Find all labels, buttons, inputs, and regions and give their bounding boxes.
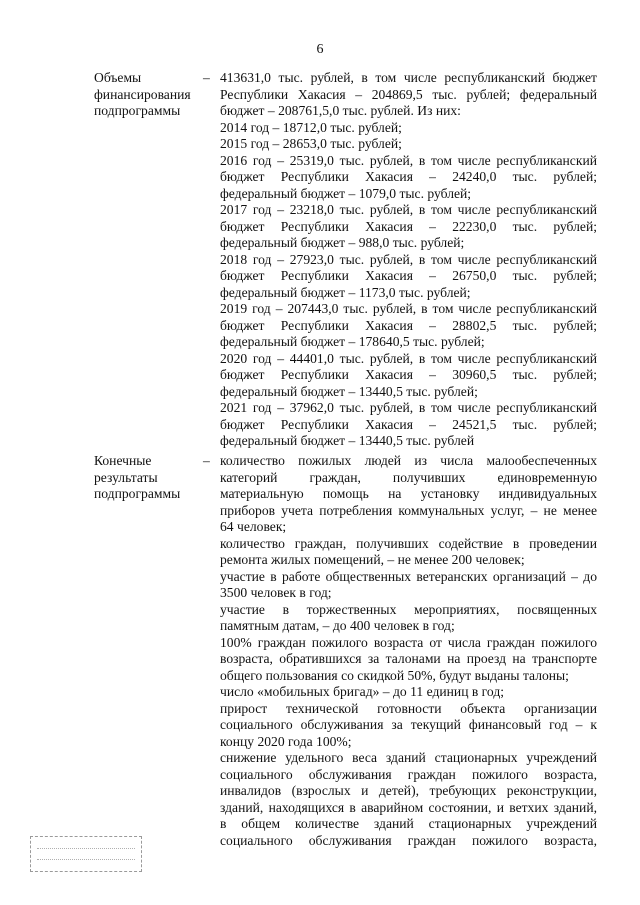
text-line: возраста, обратившихся за талонами на проезд на транспорте [220, 651, 597, 666]
text-line: федеральный бюджет – 988,0 тыс. рублей; [220, 235, 465, 250]
text-line: Республики Хакасия – 204869,5 тыс. рублей; федеральный [220, 86, 597, 102]
text-line: федеральный бюджет – 13440,5 тыс. рублей [220, 433, 475, 448]
text-line: 2020 год – 44401,0 тыс. рублей, в том числе республиканский [220, 350, 597, 366]
text-line: бюджет – 208761,5,0 тыс. рублей. Из них: [220, 103, 461, 118]
text-line: количество граждан, получивших содействие в проведении [220, 535, 597, 551]
dash-separator: – [203, 70, 210, 85]
text-line: в общем количестве зданий стационарных учреждений [220, 816, 597, 831]
text-line: концу 2020 года 100%; [220, 733, 352, 749]
text-line: федеральный бюджет – 1173,0 тыс. рублей; [220, 284, 471, 300]
text-line: памятным датам, – до 400 человек в год; [220, 618, 455, 633]
text-line: прирост технической готовности объекта организации [220, 700, 597, 716]
text-line: 64 человек; [220, 519, 287, 534]
text-line: 100% граждан пожилого возраста от числа граждан пожилого [220, 634, 597, 650]
text-line: 2018 год – 27923,0 тыс. рублей, в том числе республиканский [220, 251, 597, 267]
text-line: 2014 год – 18712,0 тыс. рублей; [220, 119, 402, 135]
text-line: зданий, находящихся в аварийном состоянии, и ветхих зданий, [220, 799, 597, 815]
text-line: материальную помощь на установку индивидуальных [220, 486, 597, 501]
text-line: 2019 год – 207443,0 тыс. рублей, в том числе республиканский [220, 301, 597, 316]
text-line: социального обслуживания граждан пожилого возраста, [220, 832, 597, 848]
text-line: бюджет Республики Хакасия – 22230,0 тыс. рублей; [220, 218, 597, 234]
label-line: подпрограммы [94, 103, 181, 118]
text-line: 2016 год – 25319,0 тыс. рублей, в том числе республиканский [220, 152, 597, 168]
text-line: 2021 год – 37962,0 тыс. рублей, в том числе республиканский [220, 400, 597, 415]
text-line: приборов учета потребления коммунальных услуг, – не менее [220, 502, 597, 518]
text-line: бюджет Республики Хакасия – 24521,5 тыс. рублей; [220, 416, 597, 432]
text-line: снижение удельного веса зданий стационарных учреждений [220, 750, 597, 765]
label-line: Конечные [94, 453, 152, 468]
text-line: федеральный бюджет – 1079,0 тыс. рублей; [220, 185, 472, 201]
text-line: бюджет Республики Хакасия – 24240,0 тыс. рублей; [220, 169, 597, 184]
text-line: участие в торжественных мероприятиях, посвященных [220, 601, 597, 617]
text-line: бюджет Республики Хакасия – 28802,5 тыс. рублей; [220, 317, 597, 333]
text-line: 2015 год – 28653,0 тыс. рублей; [220, 136, 402, 151]
label-line: финансирования [94, 86, 191, 102]
label-line: подпрограммы [94, 486, 181, 501]
text-line: федеральный бюджет – 178640,5 тыс. рублей; [220, 334, 485, 349]
text-line: категорий граждан, получивших единовременную [220, 469, 597, 485]
text-line: 2017 год – 23218,0 тыс. рублей, в том числе республиканский [220, 202, 597, 217]
label-line: Объемы [94, 70, 142, 85]
stamp-mark [30, 836, 142, 872]
text-line: инвалидов (взрослых и детей), требующих реконструкции, [220, 783, 597, 798]
financing-content [220, 70, 597, 450]
results-content [220, 453, 597, 849]
text-line: ремонта жилых помещений, – не менее 200 человек; [220, 552, 525, 567]
page-number: 6 [316, 42, 324, 57]
text-line: общего пользования со скидкой 50%, будут выданы талоны; [220, 667, 569, 683]
text-line: участие в работе общественных ветеранских организаций – до [220, 568, 597, 584]
text-line: бюджет Республики Хакасия – 26750,0 тыс. рублей; [220, 268, 597, 283]
text-line: бюджет Республики Хакасия – 30960,5 тыс. рублей; [220, 367, 597, 382]
results-label [94, 453, 204, 503]
label-line: результаты [94, 469, 158, 485]
text-line: количество пожилых людей из числа малообеспеченных [220, 453, 597, 468]
financing-label [94, 70, 204, 120]
dash-separator: – [203, 453, 210, 468]
text-line: 3500 человек в год; [220, 585, 332, 600]
text-line: социального обслуживания за текущий финансовый год – к [220, 717, 597, 732]
text-line: 413631,0 тыс. рублей, в том числе республиканский бюджет [220, 70, 597, 85]
text-line: федеральный бюджет – 13440,5 тыс. рублей; [220, 383, 478, 399]
text-line: социального обслуживания граждан пожилого возраста, [220, 766, 597, 782]
text-line: число «мобильных бригад» – до 11 единиц в год; [220, 684, 505, 699]
